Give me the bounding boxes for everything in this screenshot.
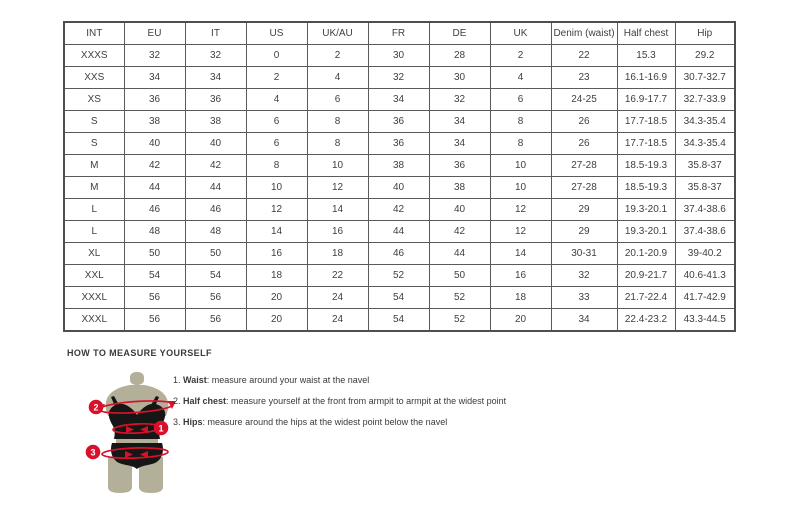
table-row (64, 199, 735, 221)
size-cell: 12 (246, 199, 307, 221)
size-cell: 12 (490, 199, 551, 221)
size-cell: 40 (124, 133, 185, 155)
step-label: Waist (183, 375, 207, 385)
table-row (64, 177, 735, 199)
size-cell: 21.7-22.4 (617, 287, 675, 309)
size-cell: 32 (551, 265, 617, 287)
size-cell: 35.8-37 (675, 155, 735, 177)
size-cell: 8 (490, 111, 551, 133)
step-label: Hips (183, 417, 203, 427)
size-cell: 6 (307, 89, 368, 111)
size-cell: 33 (551, 287, 617, 309)
size-cell: 2 (246, 67, 307, 89)
size-cell: 10 (490, 177, 551, 199)
size-cell: 36 (368, 111, 429, 133)
size-cell: 26 (551, 133, 617, 155)
size-cell: 44 (124, 177, 185, 199)
step-number: 3. (173, 417, 181, 427)
size-cell: XXXL (64, 309, 124, 332)
size-cell: 34 (429, 111, 490, 133)
size-cell: 54 (368, 287, 429, 309)
size-cell: 18 (490, 287, 551, 309)
size-cell: 54 (368, 309, 429, 332)
size-cell: 12 (490, 221, 551, 243)
size-cell: 16 (490, 265, 551, 287)
measure-section-title: HOW TO MEASURE YOURSELF (67, 348, 212, 358)
column-header: IT (185, 22, 246, 45)
size-cell: 32 (185, 45, 246, 67)
size-cell: 36 (124, 89, 185, 111)
size-cell: 41.7-42.9 (675, 287, 735, 309)
size-cell: 4 (490, 67, 551, 89)
size-cell: 32 (429, 89, 490, 111)
measure-step-waist (173, 374, 603, 386)
size-cell: 37.4-38.6 (675, 199, 735, 221)
size-cell: 17.7-18.5 (617, 133, 675, 155)
size-cell: 34 (368, 89, 429, 111)
size-cell: 43.3-44.5 (675, 309, 735, 332)
size-cell: 18.5-19.3 (617, 177, 675, 199)
size-cell: 46 (368, 243, 429, 265)
column-header: US (246, 22, 307, 45)
size-cell: 16.9-17.7 (617, 89, 675, 111)
step-text: : measure yourself at the front from armpit to armpit at the widest point (226, 396, 507, 406)
size-cell: 40 (368, 177, 429, 199)
size-cell: 34 (429, 133, 490, 155)
size-cell: 20.9-21.7 (617, 265, 675, 287)
size-cell: 10 (307, 155, 368, 177)
table-row (64, 265, 735, 287)
size-cell: 40 (429, 199, 490, 221)
hips-badge-number: 3 (90, 447, 96, 458)
size-cell: 42 (429, 221, 490, 243)
size-cell: 19.3-20.1 (617, 221, 675, 243)
size-cell: 44 (429, 243, 490, 265)
size-cell: 16 (307, 221, 368, 243)
size-cell: 56 (124, 309, 185, 332)
size-cell: 22.4-23.2 (617, 309, 675, 332)
waist-badge-number: 1 (158, 423, 164, 434)
size-cell: 18 (246, 265, 307, 287)
size-cell: 18.5-19.3 (617, 155, 675, 177)
size-cell: 22 (551, 45, 617, 67)
size-cell: 16.1-16.9 (617, 67, 675, 89)
size-cell: 46 (185, 199, 246, 221)
size-cell: 54 (185, 265, 246, 287)
column-header: Hip (675, 22, 735, 45)
size-cell: 23 (551, 67, 617, 89)
size-cell: S (64, 133, 124, 155)
size-cell: 26 (551, 111, 617, 133)
size-cell: 42 (185, 155, 246, 177)
size-cell: 12 (307, 177, 368, 199)
size-cell: 38 (429, 177, 490, 199)
size-cell: 34 (551, 309, 617, 332)
column-header: INT (64, 22, 124, 45)
column-header: UK (490, 22, 551, 45)
size-cell: XL (64, 243, 124, 265)
size-cell: 30 (429, 67, 490, 89)
size-cell: 18 (307, 243, 368, 265)
size-cell: 35.8-37 (675, 177, 735, 199)
size-cell: XXXS (64, 45, 124, 67)
size-cell: 28 (429, 45, 490, 67)
size-cell: 6 (246, 133, 307, 155)
size-cell: 38 (368, 155, 429, 177)
size-cell: 44 (368, 221, 429, 243)
size-cell: 6 (246, 111, 307, 133)
size-cell: 27-28 (551, 177, 617, 199)
size-cell: 4 (307, 67, 368, 89)
size-cell: 24 (307, 287, 368, 309)
header-row (64, 22, 735, 45)
size-cell: 42 (368, 199, 429, 221)
size-cell: 34.3-35.4 (675, 133, 735, 155)
size-cell: 20 (246, 287, 307, 309)
size-cell: 50 (429, 265, 490, 287)
size-cell: 38 (185, 111, 246, 133)
size-cell: 30 (368, 45, 429, 67)
size-cell: 10 (246, 177, 307, 199)
table-row (64, 67, 735, 89)
size-cell: 34.3-35.4 (675, 111, 735, 133)
size-cell: 17.7-18.5 (617, 111, 675, 133)
step-label: Half chest (183, 396, 227, 406)
table-row (64, 111, 735, 133)
table-row (64, 309, 735, 332)
size-cell: 24-25 (551, 89, 617, 111)
size-cell: 8 (490, 133, 551, 155)
size-cell: 20 (246, 309, 307, 332)
size-cell: XXL (64, 265, 124, 287)
size-chart-table (63, 21, 736, 332)
size-cell: 34 (124, 67, 185, 89)
size-cell: 19.3-20.1 (617, 199, 675, 221)
size-cell: 27-28 (551, 155, 617, 177)
size-cell: 50 (124, 243, 185, 265)
table-row (64, 287, 735, 309)
table-row (64, 133, 735, 155)
size-cell: 30.7-32.7 (675, 67, 735, 89)
measure-step-half-chest (173, 395, 603, 407)
size-cell: 4 (246, 89, 307, 111)
size-cell: 39-40.2 (675, 243, 735, 265)
column-header: Half chest (617, 22, 675, 45)
size-cell: 29 (551, 199, 617, 221)
size-cell: 24 (307, 309, 368, 332)
size-cell: 20 (490, 309, 551, 332)
step-text: : measure around the hips at the widest point below the navel (202, 417, 448, 427)
size-cell: XS (64, 89, 124, 111)
table-row (64, 45, 735, 67)
size-cell: 52 (429, 309, 490, 332)
size-cell: 42 (124, 155, 185, 177)
table-row (64, 221, 735, 243)
measure-step-hips (173, 416, 603, 428)
size-cell: 56 (124, 287, 185, 309)
size-cell: XXS (64, 67, 124, 89)
size-cell: 50 (185, 243, 246, 265)
table-row (64, 155, 735, 177)
size-cell: 16 (246, 243, 307, 265)
column-header: EU (124, 22, 185, 45)
size-cell: XXXL (64, 287, 124, 309)
table-row (64, 243, 735, 265)
size-cell: 48 (185, 221, 246, 243)
size-cell: 54 (124, 265, 185, 287)
step-text: : measure around your waist at the navel (206, 375, 370, 385)
column-header: UK/AU (307, 22, 368, 45)
size-rows (64, 45, 735, 332)
size-cell: 20.1-20.9 (617, 243, 675, 265)
size-cell: 40 (185, 133, 246, 155)
size-cell: 32 (368, 67, 429, 89)
size-cell: M (64, 177, 124, 199)
size-cell: 22 (307, 265, 368, 287)
size-cell: 34 (185, 67, 246, 89)
size-cell: 0 (246, 45, 307, 67)
size-cell: 2 (490, 45, 551, 67)
step-number: 2. (173, 396, 181, 406)
column-header: DE (429, 22, 490, 45)
size-cell: 32.7-33.9 (675, 89, 735, 111)
size-cell: S (64, 111, 124, 133)
size-cell: 2 (307, 45, 368, 67)
size-cell: 8 (307, 133, 368, 155)
size-cell: 38 (124, 111, 185, 133)
size-cell: 6 (490, 89, 551, 111)
size-cell: 29 (551, 221, 617, 243)
size-cell: 36 (429, 155, 490, 177)
measure-steps (173, 374, 603, 437)
size-cell: 52 (429, 287, 490, 309)
size-cell: 14 (490, 243, 551, 265)
half-chest-badge-number: 2 (93, 402, 99, 413)
size-cell: 14 (246, 221, 307, 243)
size-cell: 29.2 (675, 45, 735, 67)
size-cell: 14 (307, 199, 368, 221)
size-cell: 44 (185, 177, 246, 199)
step-number: 1. (173, 375, 181, 385)
size-cell: L (64, 221, 124, 243)
size-cell: 32 (124, 45, 185, 67)
size-cell: 36 (368, 133, 429, 155)
size-cell: 37.4-38.6 (675, 221, 735, 243)
size-cell: 40.6-41.3 (675, 265, 735, 287)
size-cell: 10 (490, 155, 551, 177)
size-cell: 15.3 (617, 45, 675, 67)
size-cell: 52 (368, 265, 429, 287)
size-cell: 46 (124, 199, 185, 221)
size-cell: 48 (124, 221, 185, 243)
column-header: Denim (waist) (551, 22, 617, 45)
mannequin-neck (130, 372, 144, 385)
size-cell: M (64, 155, 124, 177)
column-header: FR (368, 22, 429, 45)
size-cell: 56 (185, 287, 246, 309)
size-cell: 36 (185, 89, 246, 111)
size-cell: 8 (246, 155, 307, 177)
size-cell: 30-31 (551, 243, 617, 265)
size-cell: 8 (307, 111, 368, 133)
size-cell: 56 (185, 309, 246, 332)
table-row (64, 89, 735, 111)
size-cell: L (64, 199, 124, 221)
